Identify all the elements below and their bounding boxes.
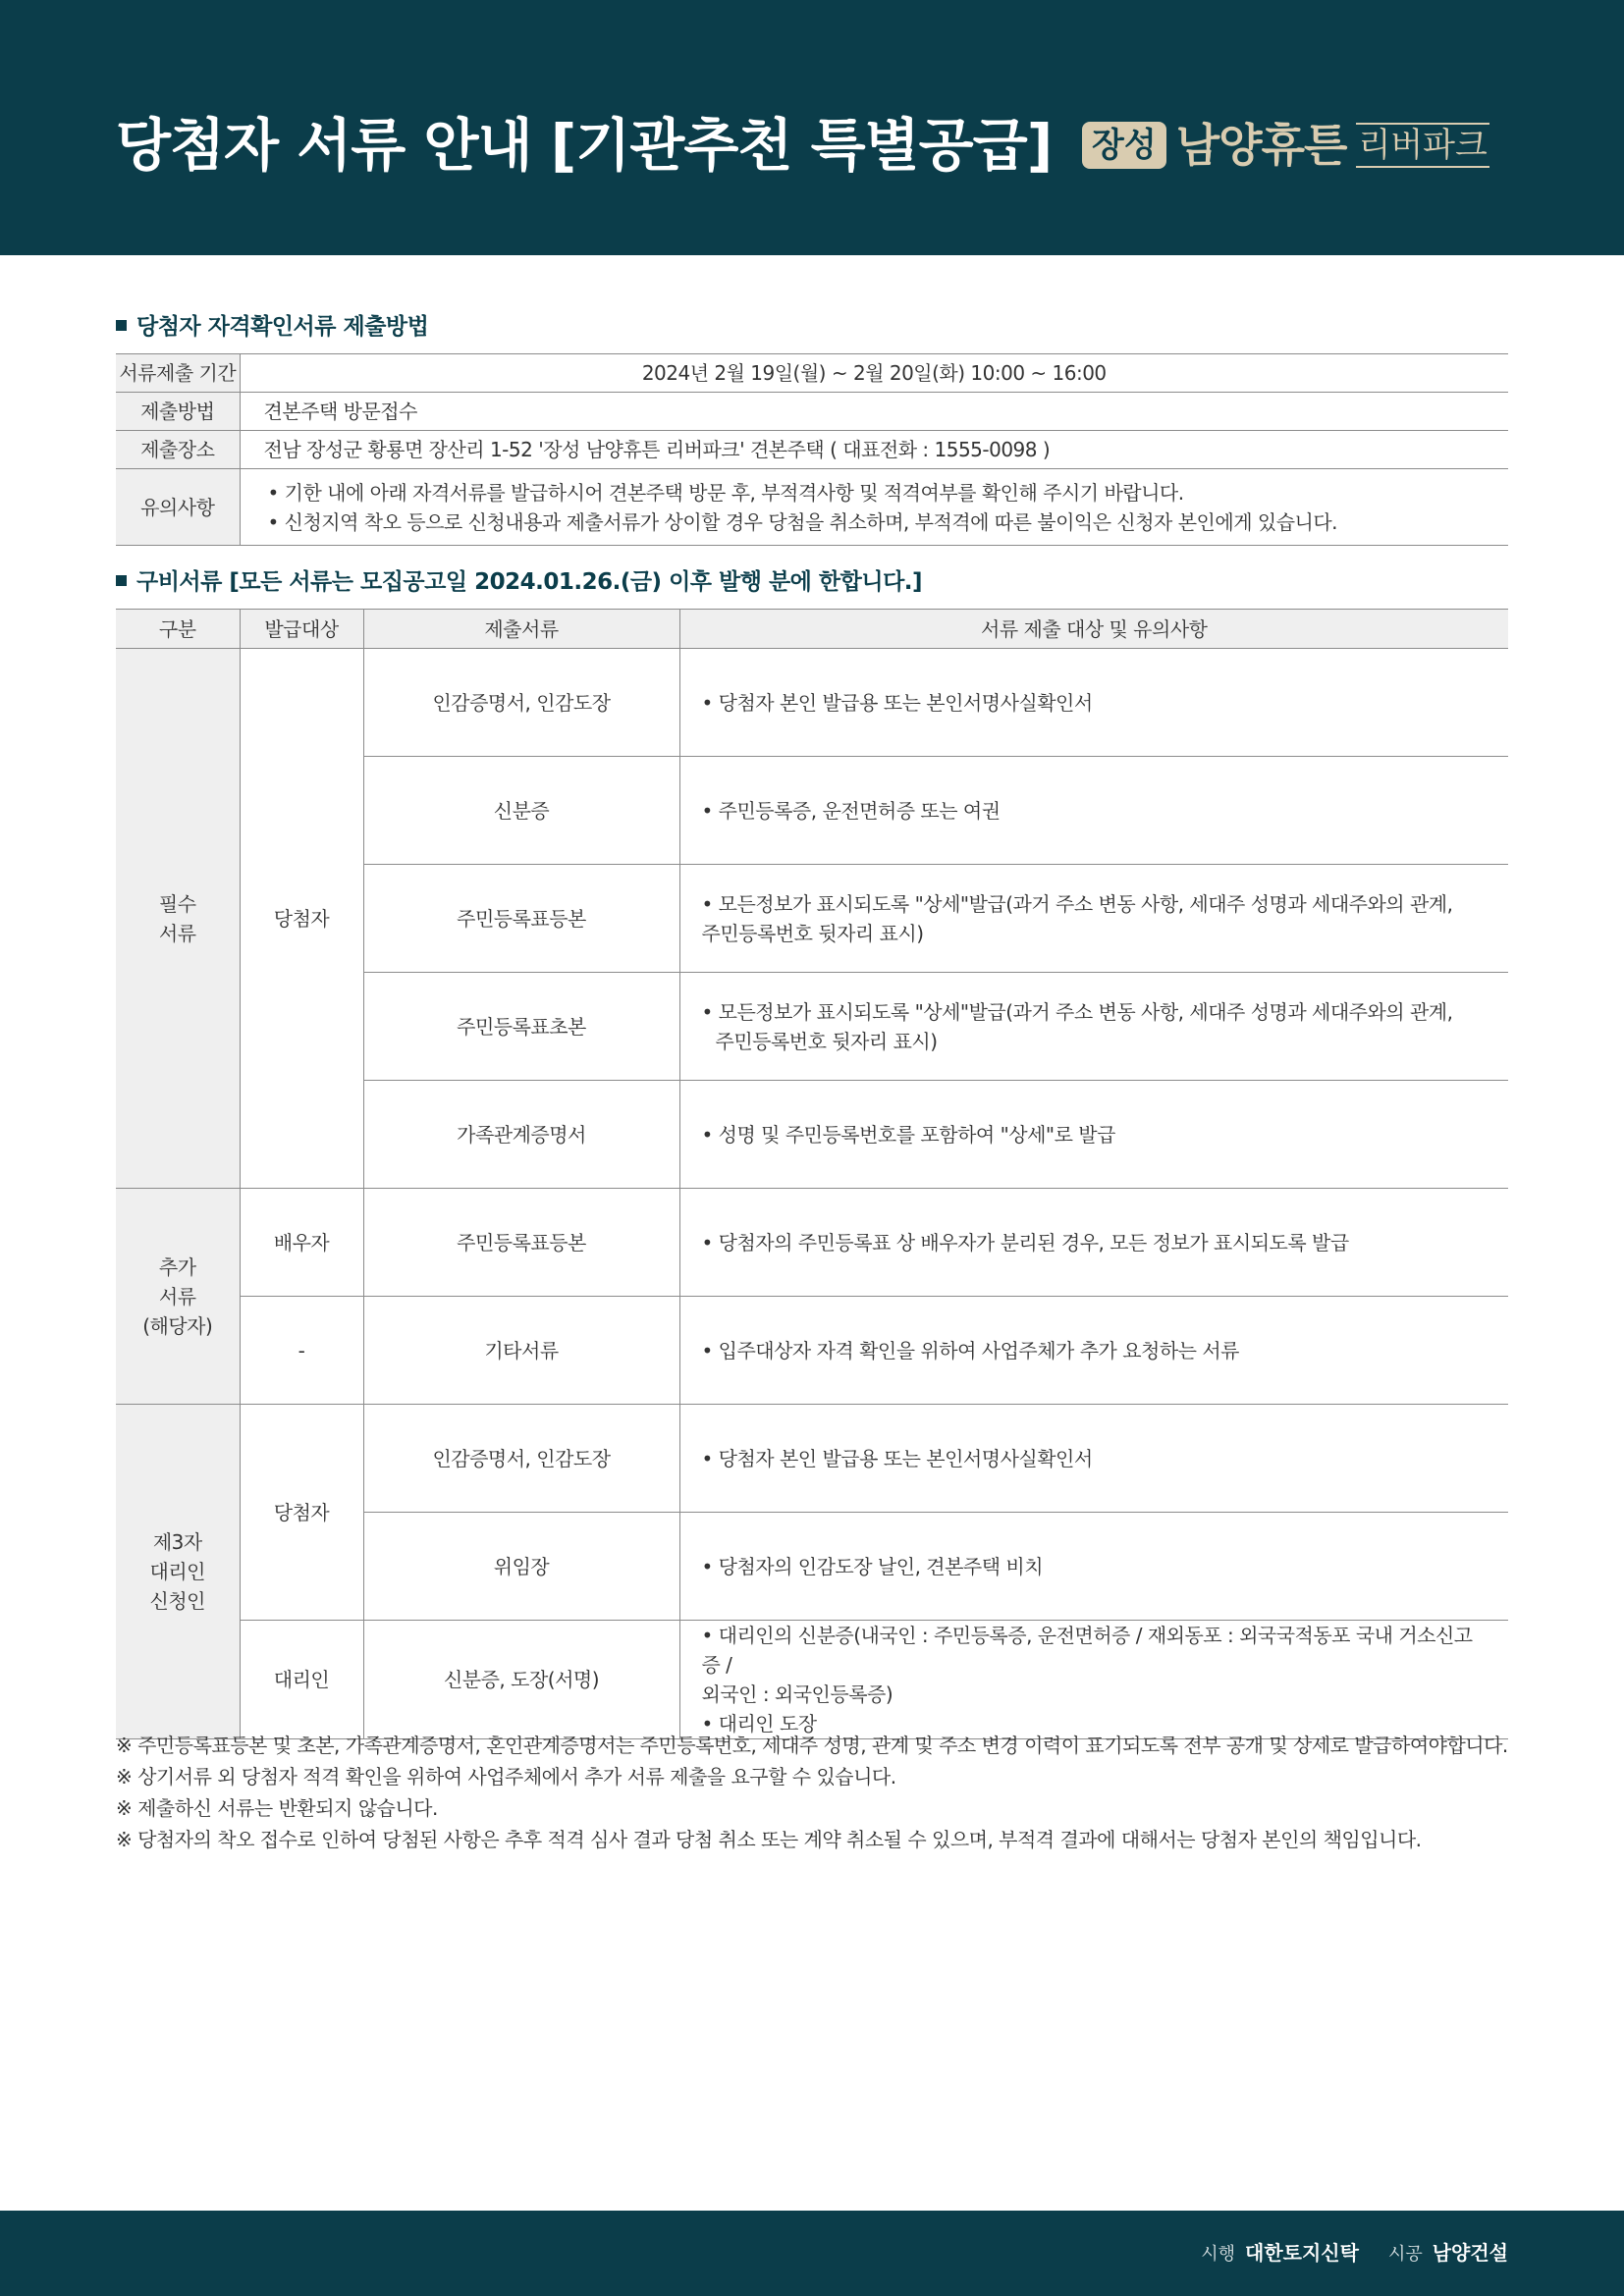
category-additional: 추가 서류 (해당자) — [116, 1189, 240, 1405]
document-cell: 주민등록표초본 — [363, 973, 679, 1081]
target-cell: 배우자 — [240, 1189, 363, 1297]
table-row — [116, 1189, 1508, 1297]
notice-line: • 신청지역 착오 등으로 신청내용과 제출서류가 상이할 경우 당첨을 취소하며, 부적격에 따른 불이익은 신청자 본인에게 있습니다. — [267, 509, 1338, 534]
builder-role: 시공 — [1387, 2244, 1423, 2265]
footnote: ※ 당첨자의 착오 접수로 인하여 당첨된 사항은 추후 적격 심사 결과 당첨 취소 또는 계약 취소될 수 있으며, 부적격 결과에 대해서는 당첨자 본인의 책임입니다. — [116, 1828, 1422, 1851]
notes-cell: • 당첨자 본인 발급용 또는 본인서명사실확인서 — [679, 649, 1508, 757]
header-banner — [0, 0, 1624, 255]
table-row — [116, 469, 1508, 546]
submission-method-label: 제출방법 — [116, 393, 240, 431]
notes-cell: • 모든정보가 표시되도록 "상세"발급(과거 주소 변동 사항, 세대주 성명과 세대주와의 관계, 주민등록번호 뒷자리 표시) — [679, 973, 1508, 1081]
submission-period-value: 2024년 2월 19일(월) ~ 2월 20일(화) 10:00 ~ 16:00 — [240, 354, 1508, 393]
document-cell: 신분증, 도장(서명) — [363, 1621, 679, 1739]
developer-name: 대한토지신탁 — [1245, 2241, 1359, 2265]
document-cell: 주민등록표등본 — [363, 1189, 679, 1297]
logo-badge: 장성 — [1082, 122, 1166, 169]
notes-cell: • 당첨자의 인감도장 날인, 견본주택 비치 — [679, 1513, 1508, 1621]
table-row — [116, 1621, 1508, 1739]
notes-cell: • 당첨자 본인 발급용 또는 본인서명사실확인서 — [679, 1405, 1508, 1513]
category-required: 필수 서류 — [116, 649, 240, 1189]
document-cell: 가족관계증명서 — [363, 1081, 679, 1189]
target-cell: - — [240, 1297, 363, 1405]
category-proxy: 제3자 대리인 신청인 — [116, 1405, 240, 1739]
submission-method-value: 견본주택 방문접수 — [240, 393, 1508, 431]
square-bullet-icon — [116, 575, 127, 586]
logo-name: 남양휴튼 — [1175, 119, 1347, 172]
document-cell: 신분증 — [363, 757, 679, 865]
notes-cell: • 성명 및 주민등록번호를 포함하여 "상세"로 발급 — [679, 1081, 1508, 1189]
target-cell: 당첨자 — [240, 1405, 363, 1621]
submission-table — [116, 353, 1508, 546]
footnote: ※ 주민등록표등본 및 초본, 가족관계증명서, 혼인관계증명서는 주민등록번호, 세대주 성명, 관계 및 주소 변경 이력이 표기되도록 전부 공개 및 상세로 발급하여야합니다. — [116, 1734, 1508, 1757]
footnote: ※ 제출하신 서류는 반환되지 않습니다. — [116, 1796, 438, 1820]
table-row — [116, 431, 1508, 469]
document-cell: 주민등록표등본 — [363, 865, 679, 973]
logo-sub: 리버파크 — [1356, 123, 1489, 168]
footer-credits — [1201, 2238, 1508, 2269]
target-cell: 대리인 — [240, 1621, 363, 1739]
footer-banner — [0, 2211, 1624, 2296]
document-cell: 위임장 — [363, 1513, 679, 1621]
notes-cell: • 주민등록증, 운전면허증 또는 여권 — [679, 757, 1508, 865]
document-cell: 기타서류 — [363, 1297, 679, 1405]
developer-role: 시행 — [1201, 2244, 1236, 2265]
table-row — [116, 393, 1508, 431]
brand-logo — [1082, 116, 1489, 175]
notes-cell: • 대리인의 신분증(내국인 : 주민등록증, 운전면허증 / 재외동포 : 외국국적동포 국내 거소신고증 / 외국인 : 외국인등록증) • 대리인 도장 — [679, 1621, 1508, 1739]
documents-table — [116, 609, 1508, 1739]
builder-name: 남양건설 — [1432, 2241, 1508, 2265]
submission-period-label: 서류제출 기간 — [116, 354, 240, 393]
footnote: ※ 상기서류 외 당첨자 적격 확인을 위하여 사업주체에서 추가 서류 제출을 요구할 수 있습니다. — [116, 1765, 896, 1789]
documents-section-title: 구비서류 [모든 서류는 모집공고일 2024.01.26.(금) 이후 발행 분에 한합니다.] — [116, 565, 922, 599]
notes-cell: • 당첨자의 주민등록표 상 배우자가 분리된 경우, 모든 정보가 표시되도록 발급 — [679, 1189, 1508, 1297]
document-cell: 인감증명서, 인감도장 — [363, 1405, 679, 1513]
notice-value — [240, 469, 1508, 546]
header-category: 구분 — [116, 610, 240, 649]
footnotes — [116, 1730, 1508, 1855]
page-title: 당첨자 서류 안내 [기관추천 특별공급] — [116, 112, 1053, 179]
notice-label: 유의사항 — [116, 469, 240, 546]
submission-section-title: 당첨자 자격확인서류 제출방법 — [116, 310, 428, 344]
header-target: 발급대상 — [240, 610, 363, 649]
table-row — [116, 1297, 1508, 1405]
header-notes: 서류 제출 대상 및 유의사항 — [679, 610, 1508, 649]
notes-cell: • 모든정보가 표시되도록 "상세"발급(과거 주소 변동 사항, 세대주 성명과 세대주와의 관계, 주민등록번호 뒷자리 표시) — [679, 865, 1508, 973]
document-cell: 인감증명서, 인감도장 — [363, 649, 679, 757]
target-cell: 당첨자 — [240, 649, 363, 1189]
submission-place-value: 전남 장성군 황룡면 장산리 1-52 '장성 남양휴튼 리버파크' 견본주택 ( 대표전화 : 1555-0098 ) — [240, 431, 1508, 469]
notice-line: • 기한 내에 아래 자격서류를 발급하시어 견본주택 방문 후, 부적격사항 및 적격여부를 확인해 주시기 바랍니다. — [267, 480, 1184, 505]
table-row — [116, 1405, 1508, 1513]
table-row — [116, 354, 1508, 393]
table-row — [116, 649, 1508, 757]
table-header-row — [116, 610, 1508, 649]
header-document: 제출서류 — [363, 610, 679, 649]
submission-place-label: 제출장소 — [116, 431, 240, 469]
notes-cell: • 입주대상자 자격 확인을 위하여 사업주체가 추가 요청하는 서류 — [679, 1297, 1508, 1405]
square-bullet-icon — [116, 320, 127, 331]
